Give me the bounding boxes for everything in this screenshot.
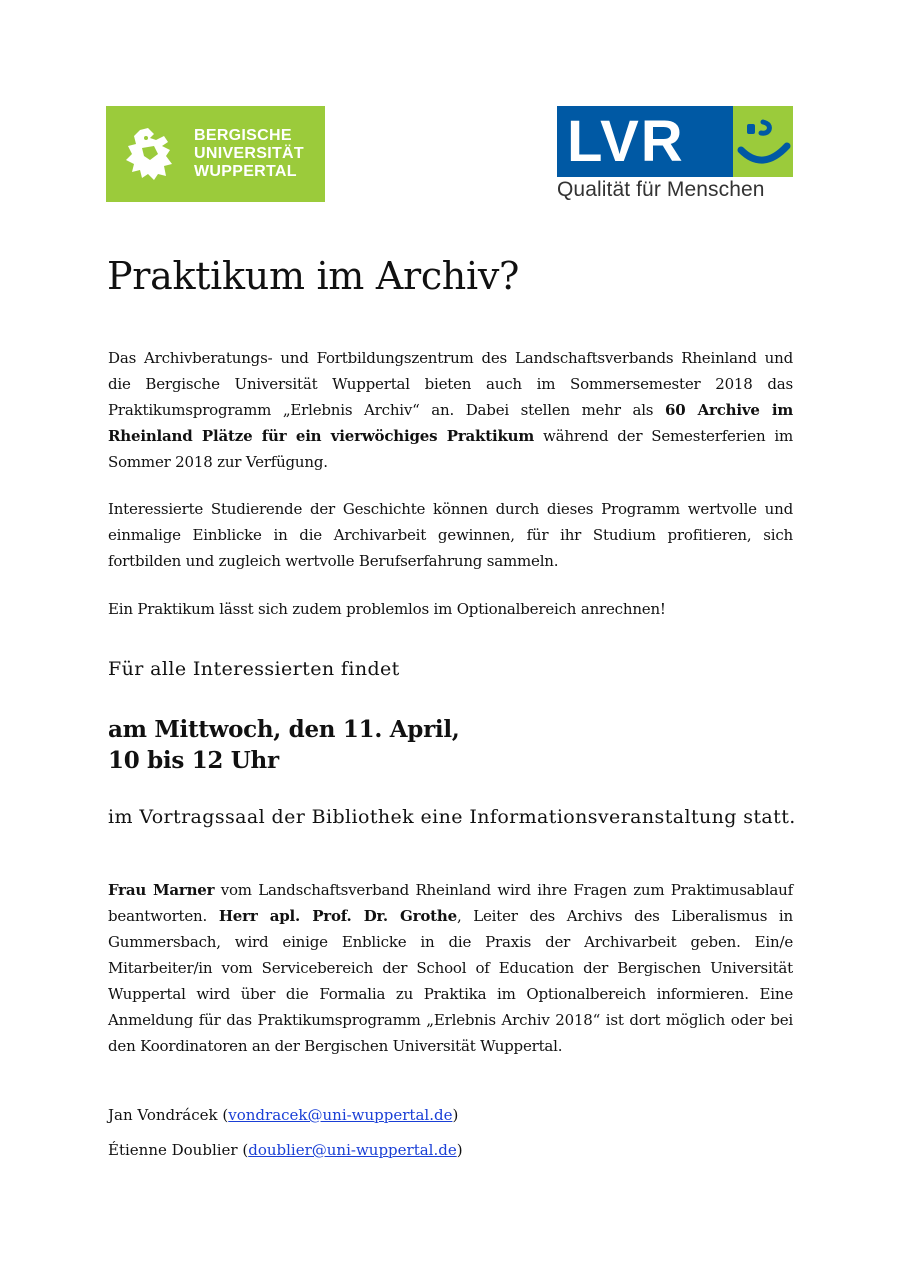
speaker1-text: vom Landschaftsverband Rheinland wird ihre Fragen zum Praktimusablauf beantworten.	[108, 881, 793, 925]
paren-close: )	[452, 1106, 459, 1124]
paren-open: (	[217, 1106, 229, 1124]
event-date-line1: am Mittwoch, den 11. April,	[108, 716, 460, 743]
speakers-paragraph	[108, 877, 793, 1059]
lvr-wordmark: LVR	[557, 106, 733, 177]
event-venue: im Vortragssaal der Bibliothek eine Informationsveranstaltung statt.	[108, 806, 796, 828]
contact-line	[108, 1139, 463, 1161]
buw-logo-line1: BERGISCHE	[194, 127, 292, 144]
lion-crest-icon	[120, 124, 180, 184]
credit-paragraph: Ein Praktikum lässt sich zudem problemlos im Optionalbereich anrechnen!	[108, 600, 666, 618]
benefits-paragraph: Interessierte Studierende der Geschichte können durch dieses Programm wertvolle und einmalige Einblicke in die Archivarbeit gewinnen, für ihr Studium profitieren, sich fortbilden und zugleich wertvolle Berufserfahrung sammeln.	[108, 500, 793, 570]
event-date	[108, 714, 459, 776]
contact-email-link[interactable]: vondracek@uni-wuppertal.de	[228, 1106, 453, 1124]
page-title: Praktikum im Archiv?	[107, 254, 520, 298]
contact-line	[108, 1104, 458, 1126]
lvr-face-icon	[733, 106, 793, 177]
contact-name: Étienne Doublier	[108, 1141, 238, 1159]
lvr-logo	[557, 106, 793, 206]
buw-logo-line3: WUPPERTAL	[194, 163, 297, 180]
intro-text-start: Das Archivberatungs- und Fortbildungszentrum des Landschaftsverbands Rheinland und die Bergische Universität Wuppertal bieten auch im Sommersemester 2018 das Praktikumsprogramm „Erlebnis Archiv“ an. Dabei stellen mehr als	[108, 349, 793, 419]
lvr-tagline: Qualität für Menschen	[557, 178, 765, 201]
buw-logo-text	[194, 127, 304, 181]
intro-highlight: 60 Archive im Rheinland Plätze für ein vierwöchiges Praktikum	[108, 401, 793, 445]
event-date-line2: 10 bis 12 Uhr	[108, 747, 279, 774]
paren-close: )	[456, 1141, 463, 1159]
intro-text-end: während der Semesterferien im Sommer 2018 zur Verfügung.	[108, 427, 793, 471]
contact-email-link[interactable]: doublier@uni-wuppertal.de	[248, 1141, 457, 1159]
speaker1-name: Frau Marner	[108, 881, 215, 899]
intro-paragraph	[108, 345, 793, 475]
buw-logo-line2: UNIVERSITÄT	[194, 145, 304, 162]
paren-open: (	[237, 1141, 249, 1159]
buw-logo	[106, 106, 325, 202]
speaker2-name: Herr apl. Prof. Dr. Grothe	[218, 907, 457, 925]
event-lead: Für alle Interessierten findet	[108, 658, 400, 680]
speaker2-text: , Leiter des Archivs des Liberalismus in Gummersbach, wird einige Enblicke in die Praxis der Archivarbeit geben. Ein/e Mitarbeiter/in vom Servicebereich der School of Education der Bergischen Universität Wuppertal wird über die Formalia zu Praktika im Optionalbereich informieren. Eine Anmeldung für das Praktikumsprogramm „Erlebnis Archiv 2018“ ist dort möglich oder bei den Koordinatoren an der Bergischen Universität Wuppertal.	[108, 907, 793, 1055]
contact-name: Jan Vondrácek	[108, 1106, 218, 1124]
